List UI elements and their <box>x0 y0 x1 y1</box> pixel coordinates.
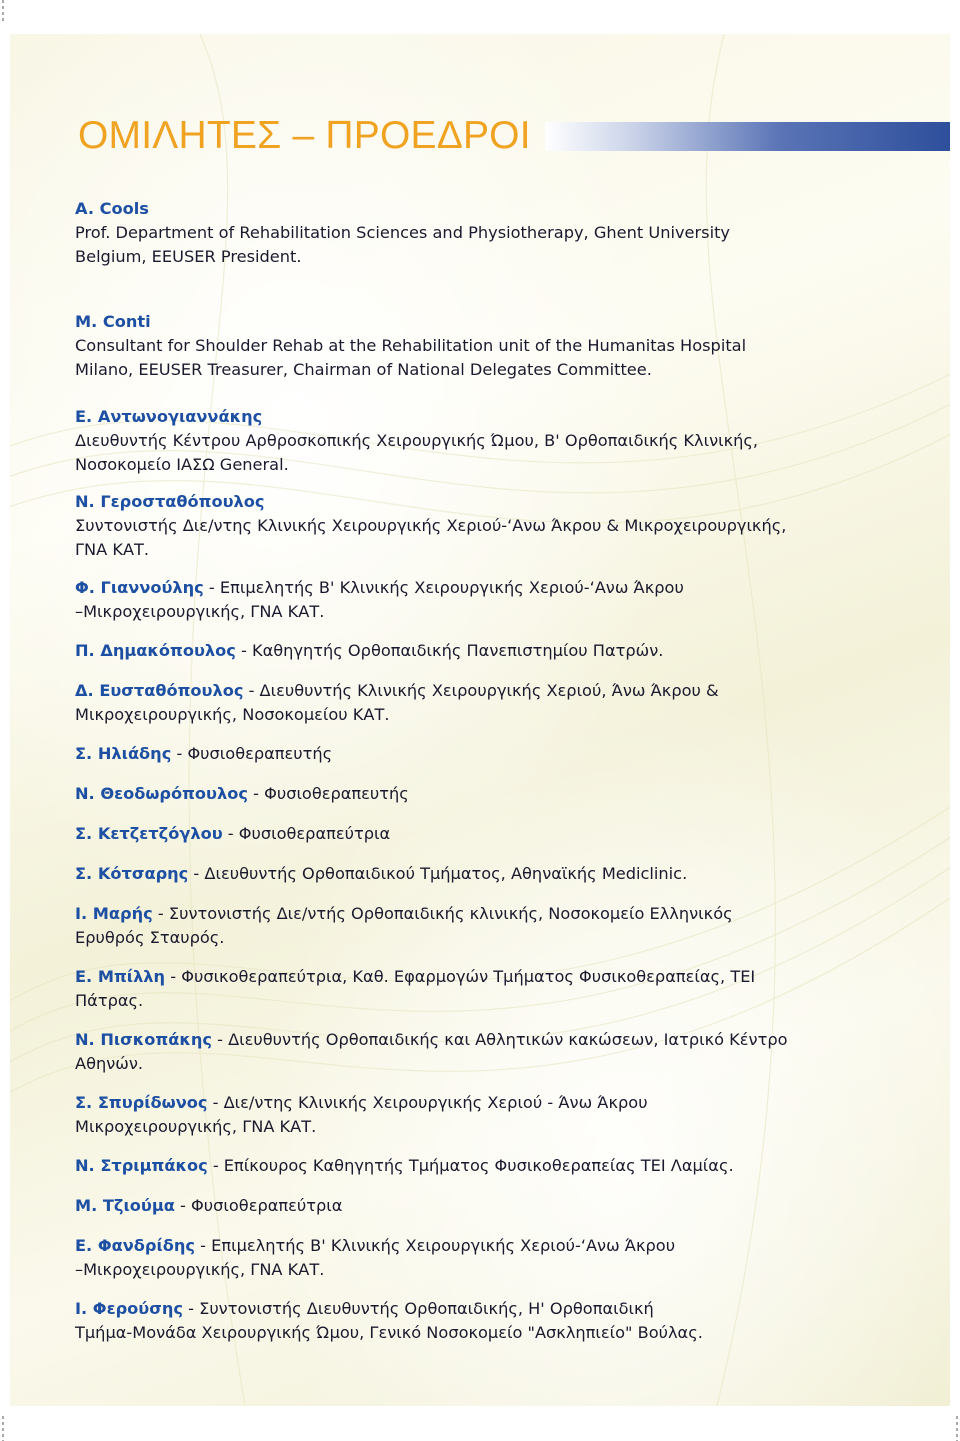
speaker-detail-line: Νοσοκομείο ΙΑΣΩ General. <box>75 455 289 474</box>
speaker-first-line <box>75 822 390 846</box>
speaker-role: - Φυσιοθεραπεύτρια <box>222 824 391 843</box>
speaker-name: Π. Δημακόπουλος <box>75 641 236 660</box>
speaker-first-line <box>75 1154 734 1178</box>
speaker-name: Ι. Φερούσης <box>75 1299 183 1318</box>
speaker-entry <box>75 1091 648 1139</box>
speaker-detail-line: Διευθυντής Κέντρου Αρθροσκοπικής Χειρουργικής Ώμου, Β' Ορθοπαιδικής Κλινικής, <box>75 431 759 450</box>
speaker-role: - Συντονιστής Διε/ντής Ορθοπαιδικής κλινικής, Νοσοκομείο Ελληνικός <box>152 904 733 923</box>
speaker-name: Ν. Στριμπάκος <box>75 1156 208 1175</box>
speaker-name: Ε. Φανδρίδης <box>75 1236 196 1255</box>
speaker-entry <box>75 742 332 766</box>
speaker-detail-line: Ερυθρός Σταυρός. <box>75 928 225 947</box>
speaker-first-line <box>75 405 758 429</box>
speaker-role: - Επίκουρος Καθηγητής Τμήματος Φυσικοθεραπείας ΤΕΙ Λαμίας. <box>207 1156 734 1175</box>
speaker-entry <box>75 782 409 806</box>
speaker-entry <box>75 1194 342 1218</box>
brochure-page <box>10 34 950 1406</box>
speaker-role: - Καθηγητής Ορθοπαιδικής Πανεπιστημίου Πατρών. <box>235 641 664 660</box>
speaker-name: Δ. Ευσταθόπουλος <box>75 681 244 700</box>
speaker-name: Σ. Κετζετζόγλου <box>75 824 223 843</box>
title-accent-bar <box>545 122 950 151</box>
speaker-detail-line: Belgium, EEUSER President. <box>75 247 302 266</box>
speaker-first-line <box>75 902 733 926</box>
speaker-detail-line: Μικροχειρουργικής, Νοσοκομείου ΚΑΤ. <box>75 705 390 724</box>
speaker-role: - Επιμελητής Β' Κλινικής Χειρουργικής Χεριού-‘Ανω Άκρου <box>195 1236 676 1255</box>
speaker-detail-line: ΓΝΑ ΚΑΤ. <box>75 540 150 559</box>
speaker-name: Σ. Κότσαρης <box>75 864 189 883</box>
speaker-name: M. Conti <box>75 312 151 331</box>
speaker-entry <box>75 490 786 562</box>
speaker-role: - Φυσιοθεραπεύτρια <box>174 1196 343 1215</box>
speaker-entry <box>75 405 758 477</box>
speaker-first-line <box>75 679 719 703</box>
speaker-role: - Φυσικοθεραπεύτρια, Καθ. Εφαρμογών Τμήματος Φυσικοθεραπείας, ΤΕΙ <box>165 967 756 986</box>
speaker-entry <box>75 1028 788 1076</box>
speaker-entry <box>75 576 684 624</box>
speaker-first-line <box>75 639 663 663</box>
speaker-first-line <box>75 197 730 221</box>
speaker-entry <box>75 197 730 269</box>
speaker-name: Ν. Θεοδωρόπουλος <box>75 784 248 803</box>
speaker-entry <box>75 310 746 382</box>
speaker-first-line <box>75 1194 342 1218</box>
speaker-role: - Διε/ντης Κλινικής Χειρουργικής Χεριού - Άνω Άκρου <box>207 1093 648 1112</box>
speaker-name: Ε. Αντωνογιαννάκης <box>75 407 263 426</box>
speaker-entry <box>75 679 719 727</box>
speaker-role: - Διευθυντής Ορθοπαιδικού Τμήματος, Αθηναϊκής Mediclinic. <box>188 864 688 883</box>
speaker-role: - Συντονιστής Διευθυντής Ορθοπαιδικής, Η' Ορθοπαιδική <box>182 1299 654 1318</box>
speaker-first-line <box>75 1297 703 1321</box>
speaker-detail-line: –Μικροχειρουργικής, ΓΝΑ ΚΑΤ. <box>75 1260 325 1279</box>
speaker-name: Σ. Ηλιάδης <box>75 744 172 763</box>
speaker-name: Μ. Τζιούμα <box>75 1196 175 1215</box>
speaker-first-line <box>75 1028 788 1052</box>
speaker-first-line <box>75 576 684 600</box>
speaker-detail-line: Πάτρας. <box>75 991 144 1010</box>
speaker-role: - Φυσιοθεραπευτής <box>247 784 409 803</box>
speaker-detail-line: Αθηνών. <box>75 1054 144 1073</box>
speaker-entry <box>75 1234 675 1282</box>
speaker-first-line <box>75 965 755 989</box>
speaker-entry <box>75 1297 703 1345</box>
speaker-name: Σ. Σπυρίδωνος <box>75 1093 208 1112</box>
speaker-detail-line: Prof. Department of Rehabilitation Sciences and Physiotherapy, Ghent University <box>75 223 731 242</box>
speaker-first-line <box>75 782 409 806</box>
speaker-detail-line: Consultant for Shoulder Rehab at the Rehabilitation unit of the Humanitas Hospital <box>75 336 747 355</box>
speaker-detail-line: Τμήμα-Μονάδα Χειρουργικής Ώμου, Γενικό Νοσοκομείο "Ασκληπιείο" Βούλας. <box>75 1323 703 1342</box>
speaker-first-line <box>75 310 746 334</box>
speaker-first-line <box>75 862 687 886</box>
speaker-name: Ι. Μαρής <box>75 904 153 923</box>
speaker-entry <box>75 902 733 950</box>
speaker-name: Ν. Γεροσταθόπουλος <box>75 492 265 511</box>
speaker-detail-line: Milano, EEUSER Treasurer, Chairman of National Delegates Committee. <box>75 360 652 379</box>
speaker-entry <box>75 639 663 663</box>
speaker-entry <box>75 1154 734 1178</box>
speaker-name: Ν. Πισκοπάκης <box>75 1030 212 1049</box>
speaker-entry <box>75 965 755 1013</box>
speaker-first-line <box>75 1234 675 1258</box>
speaker-detail-line: Συντονιστής Διε/ντης Κλινικής Χειρουργικής Χεριού-‘Ανω Άκρου & Μικροχειρουργικής, <box>75 516 787 535</box>
speaker-detail-line: Μικροχειρουργικής, ΓΝΑ ΚΑΤ. <box>75 1117 317 1136</box>
speaker-detail-line: –Μικροχειρουργικής, ΓΝΑ ΚΑΤ. <box>75 602 325 621</box>
speaker-first-line <box>75 490 786 514</box>
speaker-name: Ε. Μπίλλη <box>75 967 166 986</box>
speaker-first-line <box>75 742 332 766</box>
speaker-entry <box>75 822 390 846</box>
speaker-name: A. Cools <box>75 199 149 218</box>
speaker-name: Φ. Γιαννούλης <box>75 578 204 597</box>
speaker-entry <box>75 862 687 886</box>
page-title: ΟΜΙΛΗΤΕΣ – ΠΡΟΕΔΡΟΙ <box>78 114 531 157</box>
speaker-first-line <box>75 1091 648 1115</box>
speaker-role: - Επιμελητής Β' Κλινικής Χειρουργικής Χεριού-‘Ανω Άκρου <box>203 578 684 597</box>
speaker-role: - Διευθυντής Ορθοπαιδικής και Αθλητικών κακώσεων, Ιατρικό Κέντρο <box>211 1030 788 1049</box>
speaker-role: - Διευθυντής Κλινικής Χειρουργικής Χεριού, Άνω Άκρου & <box>243 681 719 700</box>
speaker-role: - Φυσιοθεραπευτής <box>171 744 333 763</box>
